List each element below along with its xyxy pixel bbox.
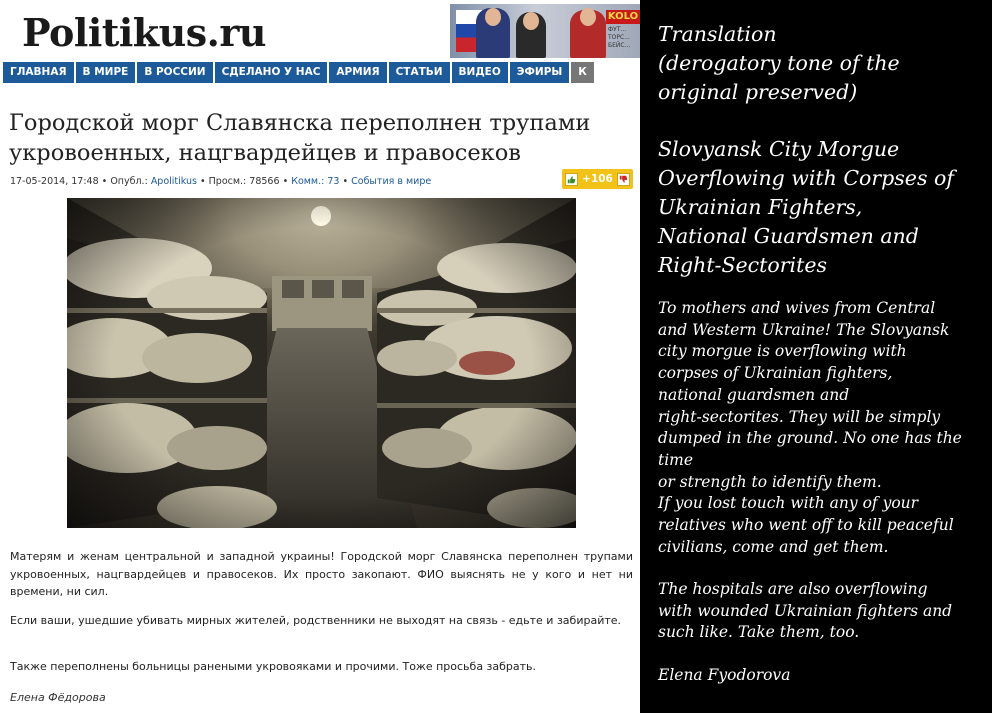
nav-item-army[interactable]: АРМИЯ xyxy=(329,62,386,83)
translation-line: civilians, come and get them. xyxy=(658,537,889,556)
ad-banner[interactable] xyxy=(450,4,640,58)
translation-line: To mothers and wives from Central xyxy=(658,299,936,317)
translation-paragraph-2 xyxy=(658,579,988,644)
nav-item-more[interactable]: К xyxy=(571,62,594,83)
translation-title-line: original preserved) xyxy=(658,80,858,104)
translation-title-line: Translation xyxy=(658,22,777,46)
translation-line: If you lost touch with any of your xyxy=(658,494,919,513)
nav-item-articles[interactable]: СТАТЬИ xyxy=(389,62,450,83)
translation-line: dumped in the ground. No one has the xyxy=(658,429,962,448)
meta-separator: • xyxy=(101,176,108,187)
banner-small-text: ФУТ... ТОРС... БЕЙС... xyxy=(608,26,631,49)
article-paragraph: Матерям и женам центральной и западной украины! Городской морг Славянска переполнен трупами укровоенных, нацгвардейцев и правосеков. Их просто закопают. ФИО выяснять не у кого и нет ни времени, ни сил. xyxy=(10,550,633,598)
translation-headline-line: Slovyansk City Morgue xyxy=(658,137,900,161)
author-link[interactable]: Apolitikus xyxy=(150,176,197,187)
banner-person-head xyxy=(485,8,501,26)
translation-line: and Western Ukraine! The Slovyansk xyxy=(658,320,950,339)
translation-line: corpses of Ukrainian fighters, xyxy=(658,364,893,383)
category-link[interactable]: События в мире xyxy=(351,176,432,187)
meta-separator: • xyxy=(200,176,206,187)
translation-signature: Elena Fyodorova xyxy=(658,666,791,684)
translation-line: right-sectorites. They will be simply xyxy=(658,407,941,426)
rating-value: +106 xyxy=(582,173,613,185)
article-paragraph: Если ваши, ушедшие убивать мирных жителей, родственники не выходят на связь - едьте и забирайте. xyxy=(10,614,622,627)
article-headline: Городской морг Славянска переполнен трупами укровоенных, нацгвардейцев и правосеков xyxy=(9,110,591,166)
nav-item-world[interactable]: В МИРЕ xyxy=(76,62,136,83)
translation-line: or strength to identify them. xyxy=(658,472,882,491)
site-logo[interactable]: Politikus.ru xyxy=(22,10,266,55)
nav-item-broadcasts[interactable]: ЭФИРЫ xyxy=(510,62,569,83)
translation-title-line: (derogatory tone of the xyxy=(658,51,900,75)
banner-person-head xyxy=(580,8,596,26)
rating-widget xyxy=(562,169,633,189)
translation-title xyxy=(658,20,988,107)
comments-count[interactable]: 73 xyxy=(327,176,340,187)
views-count: 78566 xyxy=(249,176,280,187)
translation-line: such like. Take them, too. xyxy=(658,623,860,642)
published-label: Опубл.: xyxy=(110,176,148,187)
nav-item-video[interactable]: ВИДЕО xyxy=(452,62,508,83)
article-author: Елена Фёдорова xyxy=(10,691,106,704)
nav-item-made-here[interactable]: СДЕЛАНО У НАС xyxy=(215,62,328,83)
banner-person-head xyxy=(523,12,539,30)
thumbs-up-icon[interactable] xyxy=(565,173,578,186)
translation-headline-line: Overflowing with Corpses of xyxy=(658,166,954,190)
banner-brand: KOLO xyxy=(607,11,639,22)
nav-item-home[interactable]: ГЛАВНАЯ xyxy=(3,62,74,83)
translation-headline-line: Ukrainian Fighters, xyxy=(658,195,863,219)
comments-label[interactable]: Комм.: xyxy=(291,176,325,187)
thumbs-down-icon[interactable] xyxy=(617,173,630,186)
translation-line: with wounded Ukrainian fighters and xyxy=(658,601,953,620)
views-label: Просм.: xyxy=(208,176,247,187)
translation-headline-line: National Guardsmen and xyxy=(658,224,919,248)
main-nav xyxy=(3,62,640,83)
translation-headline-line: Right-Sectorites xyxy=(658,253,827,277)
translation-line: time xyxy=(658,450,694,469)
nav-item-russia[interactable]: В РОССИИ xyxy=(137,62,212,83)
translation-line: relatives who went off to kill peaceful xyxy=(658,516,954,535)
meta-separator: • xyxy=(282,176,289,187)
translation-line: city morgue is overflowing with xyxy=(658,342,907,361)
meta-separator: • xyxy=(342,176,349,187)
translation-line: national guardsmen and xyxy=(658,385,850,404)
translation-headline xyxy=(658,135,988,280)
translation-panel xyxy=(640,0,992,713)
article-paragraph: Также переполнены больницы ранеными укровояками и прочими. Тоже просьба забрать. xyxy=(10,660,537,673)
article-photo xyxy=(67,198,576,528)
publish-date: 17-05-2014, 17:48 xyxy=(10,176,99,187)
translation-line: The hospitals are also overflowing xyxy=(658,580,928,598)
article-meta xyxy=(10,176,431,187)
translation-paragraph-1 xyxy=(658,298,988,558)
